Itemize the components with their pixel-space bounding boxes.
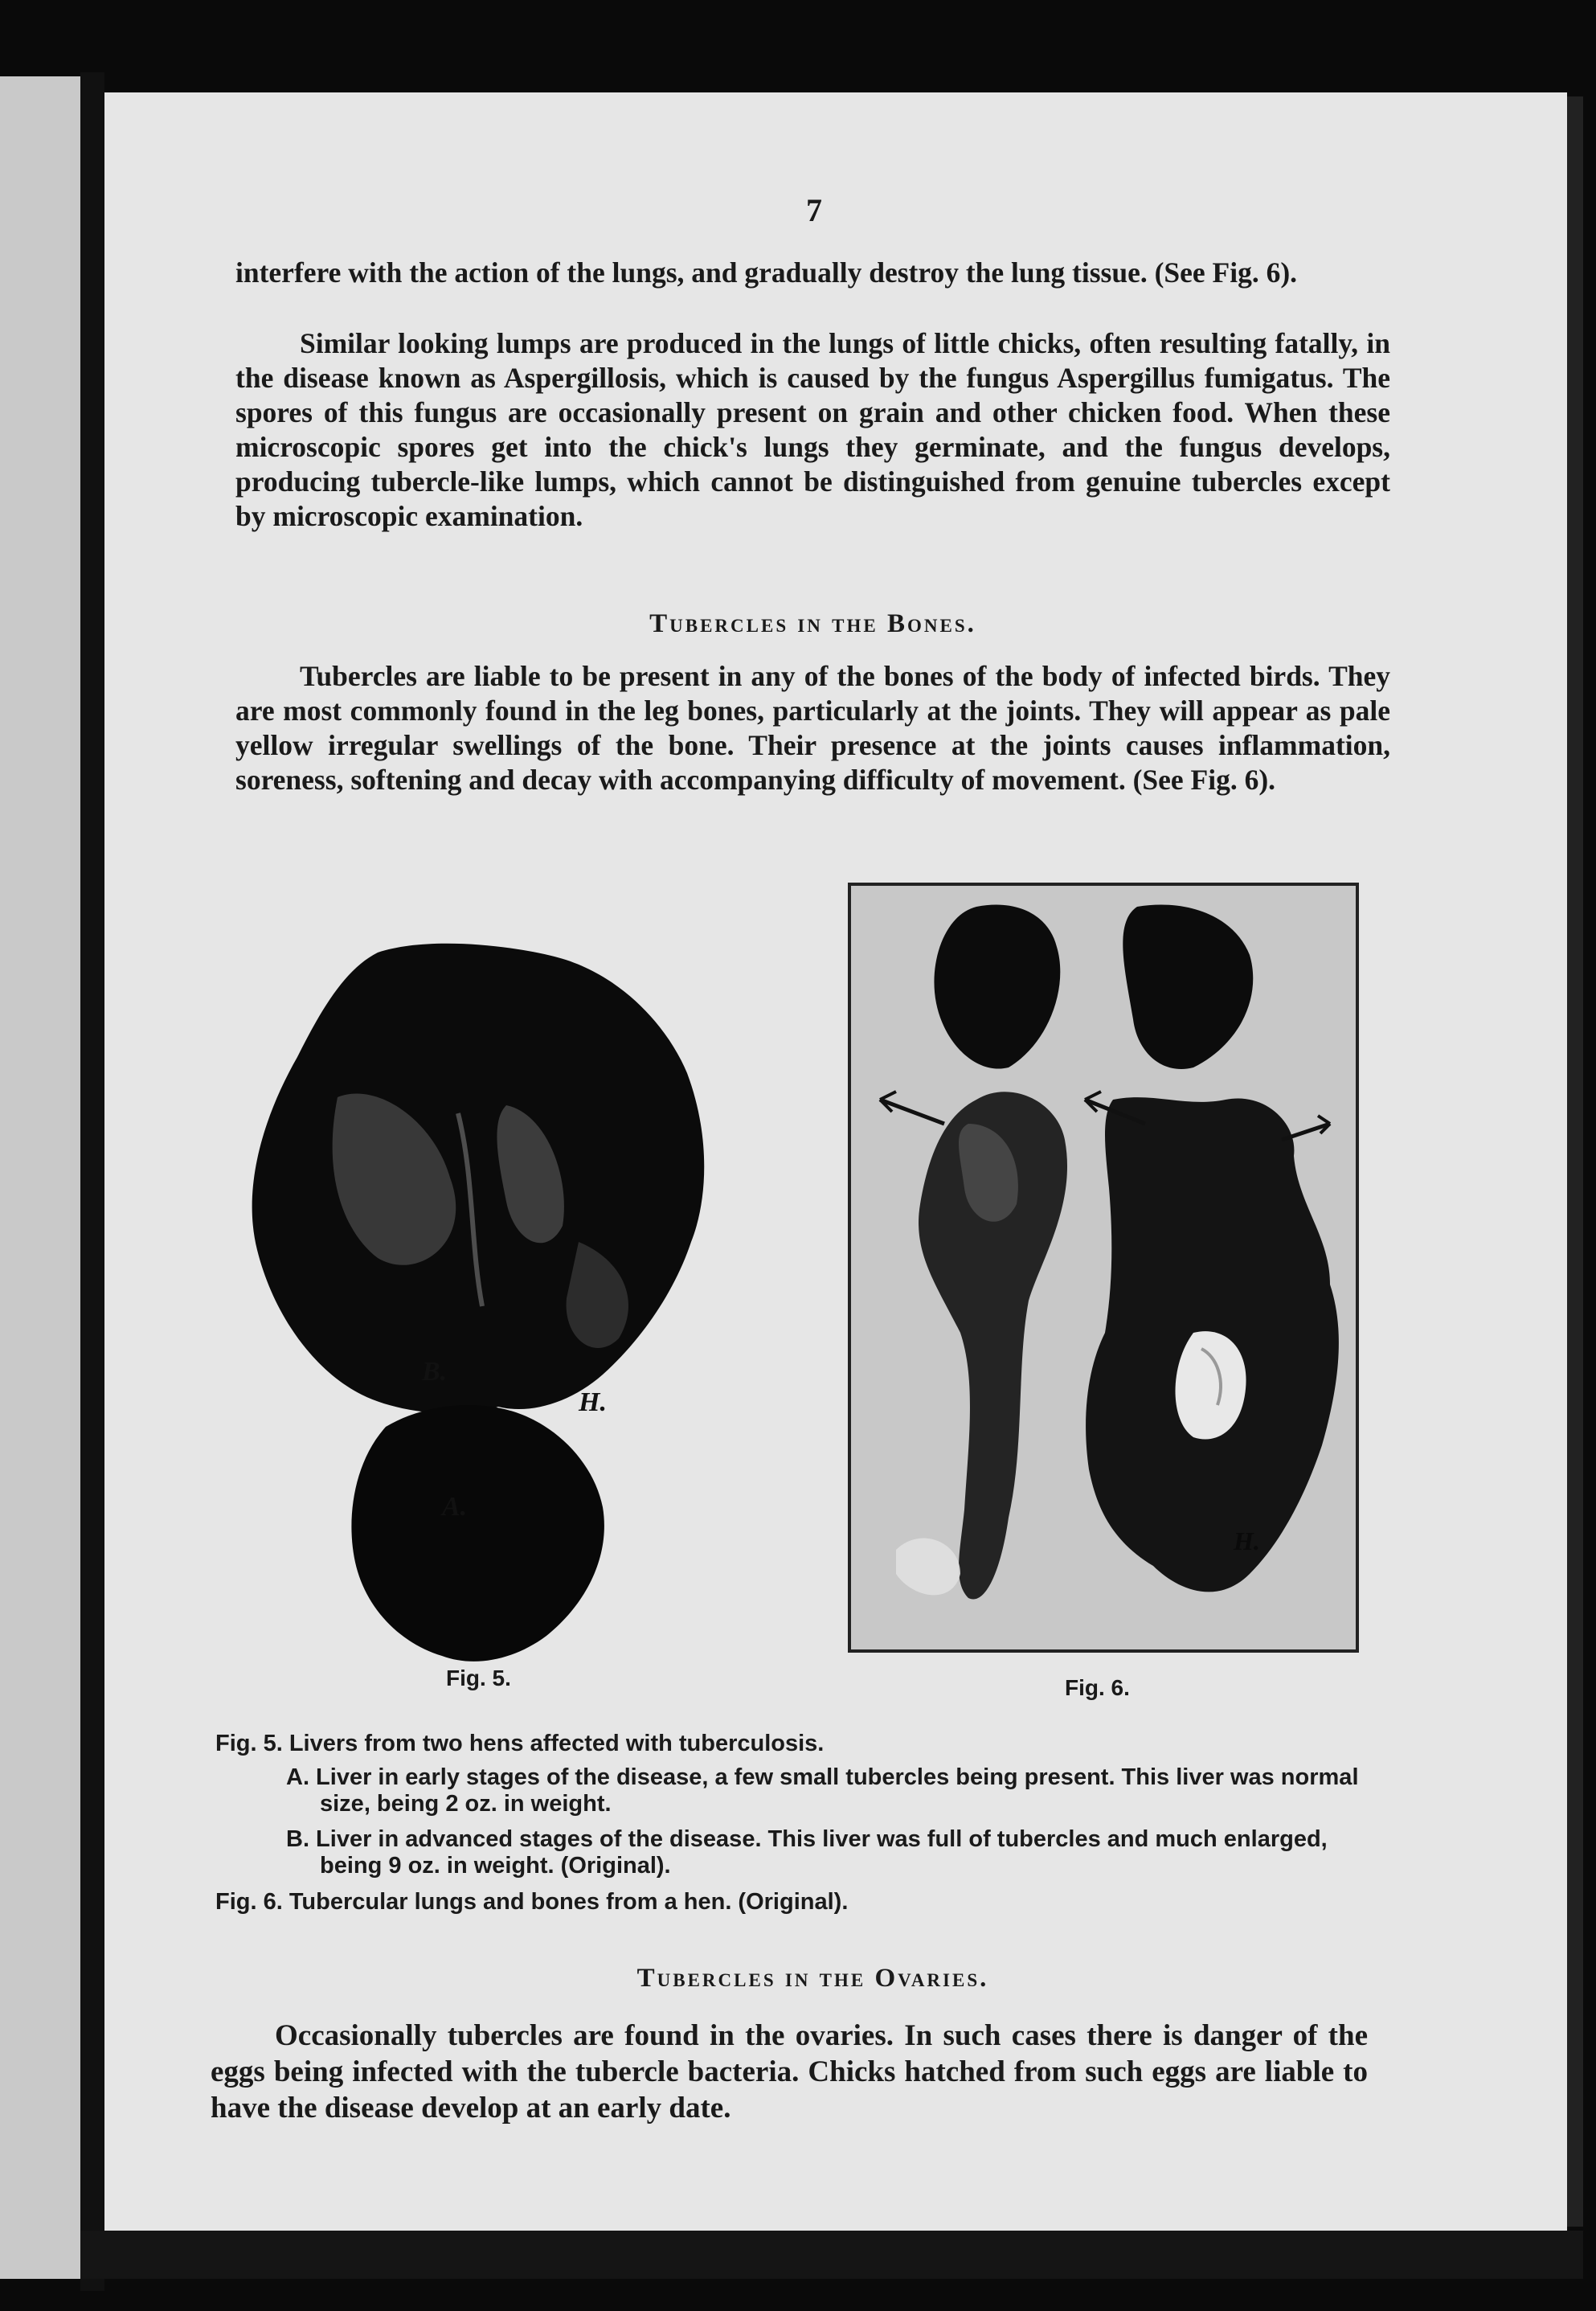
page-right-edge: [1567, 96, 1583, 2227]
fig5-mark-b: B.: [422, 1357, 448, 1387]
lungs-bones-photo: [848, 883, 1359, 1653]
figure-5-livers: [241, 936, 723, 1676]
heading-tubercles-bones: Tubercles in the Bones.: [649, 609, 976, 638]
liver-b-shape: [252, 944, 705, 1414]
paragraph-bones: Tubercles are liable to be present in any of the bones of the body of infected birds. They are most commonly found in the leg bones, particularly at the joints. They will appear as pale yellow irregular swellings of the bone. Their presence at the joints causes inflammation, soreness, softening and decay with accompanying difficulty of movement. (See Fig. 6).: [235, 660, 1390, 796]
fig6-mark-h: H.: [1234, 1526, 1260, 1555]
heading-tubercles-ovaries: Tubercles in the Ovaries.: [636, 1964, 989, 1993]
fig5-mark-h: H.: [579, 1387, 607, 1417]
page-bottom-edge: [80, 2231, 1583, 2279]
caption-fig5-a: A. Liver in early stages of the disease, a few small tubercles being present. This liver was normal size, being 2 oz. in weight.: [286, 1764, 1359, 1817]
paragraph-aspergillosis: Similar looking lumps are produced in the lungs of little chicks, often resulting fatally, in the disease known as Aspergillosis, which is caused by the fungus Aspergillus fumigatus. The spores of this fungus are occasionally present on grain and other chicken food. When these microscopic spores get into the chick's lungs they germinate, and the fungus develops, producing tubercle-like lumps, which cannot be distinguished from genuine tubercles except by microscopic examination.: [235, 327, 1390, 532]
liver-a-shape: [351, 1405, 604, 1662]
livers-photo: [241, 936, 723, 1676]
fig6-label: Fig. 6.: [1065, 1675, 1130, 1700]
caption-fig5-title: Fig. 5. Livers from two hens affected with tuberculosis.: [215, 1731, 825, 1756]
caption-fig6-title: Fig. 6. Tubercular lungs and bones from a hen. (Original).: [215, 1889, 849, 1915]
caption-fig5-b: B. Liver in advanced stages of the disease. This liver was full of tubercles and much enlarged, being 9 oz. in weight. (Original).: [286, 1826, 1328, 1879]
paragraph-ovaries: Occasionally tubercles are found in the ovaries. In such cases there is danger of the eggs being infected with the tubercle bacteria. Chicks hatched from such eggs are liable to have the disease develop at an early date.: [211, 2019, 1368, 2125]
paragraph-continued: interfere with the action of the lungs, and gradually destroy the lung tissue. (See Fig. 6).: [235, 256, 1298, 289]
page-number: 7: [806, 192, 822, 228]
figure-6-lungs-bones: [848, 883, 1359, 1653]
fig5-mark-a: A.: [442, 1492, 468, 1522]
adjacent-page-edge: [0, 76, 80, 2279]
book-spine: [80, 72, 104, 2291]
fig5-label: Fig. 5.: [446, 1666, 511, 1690]
